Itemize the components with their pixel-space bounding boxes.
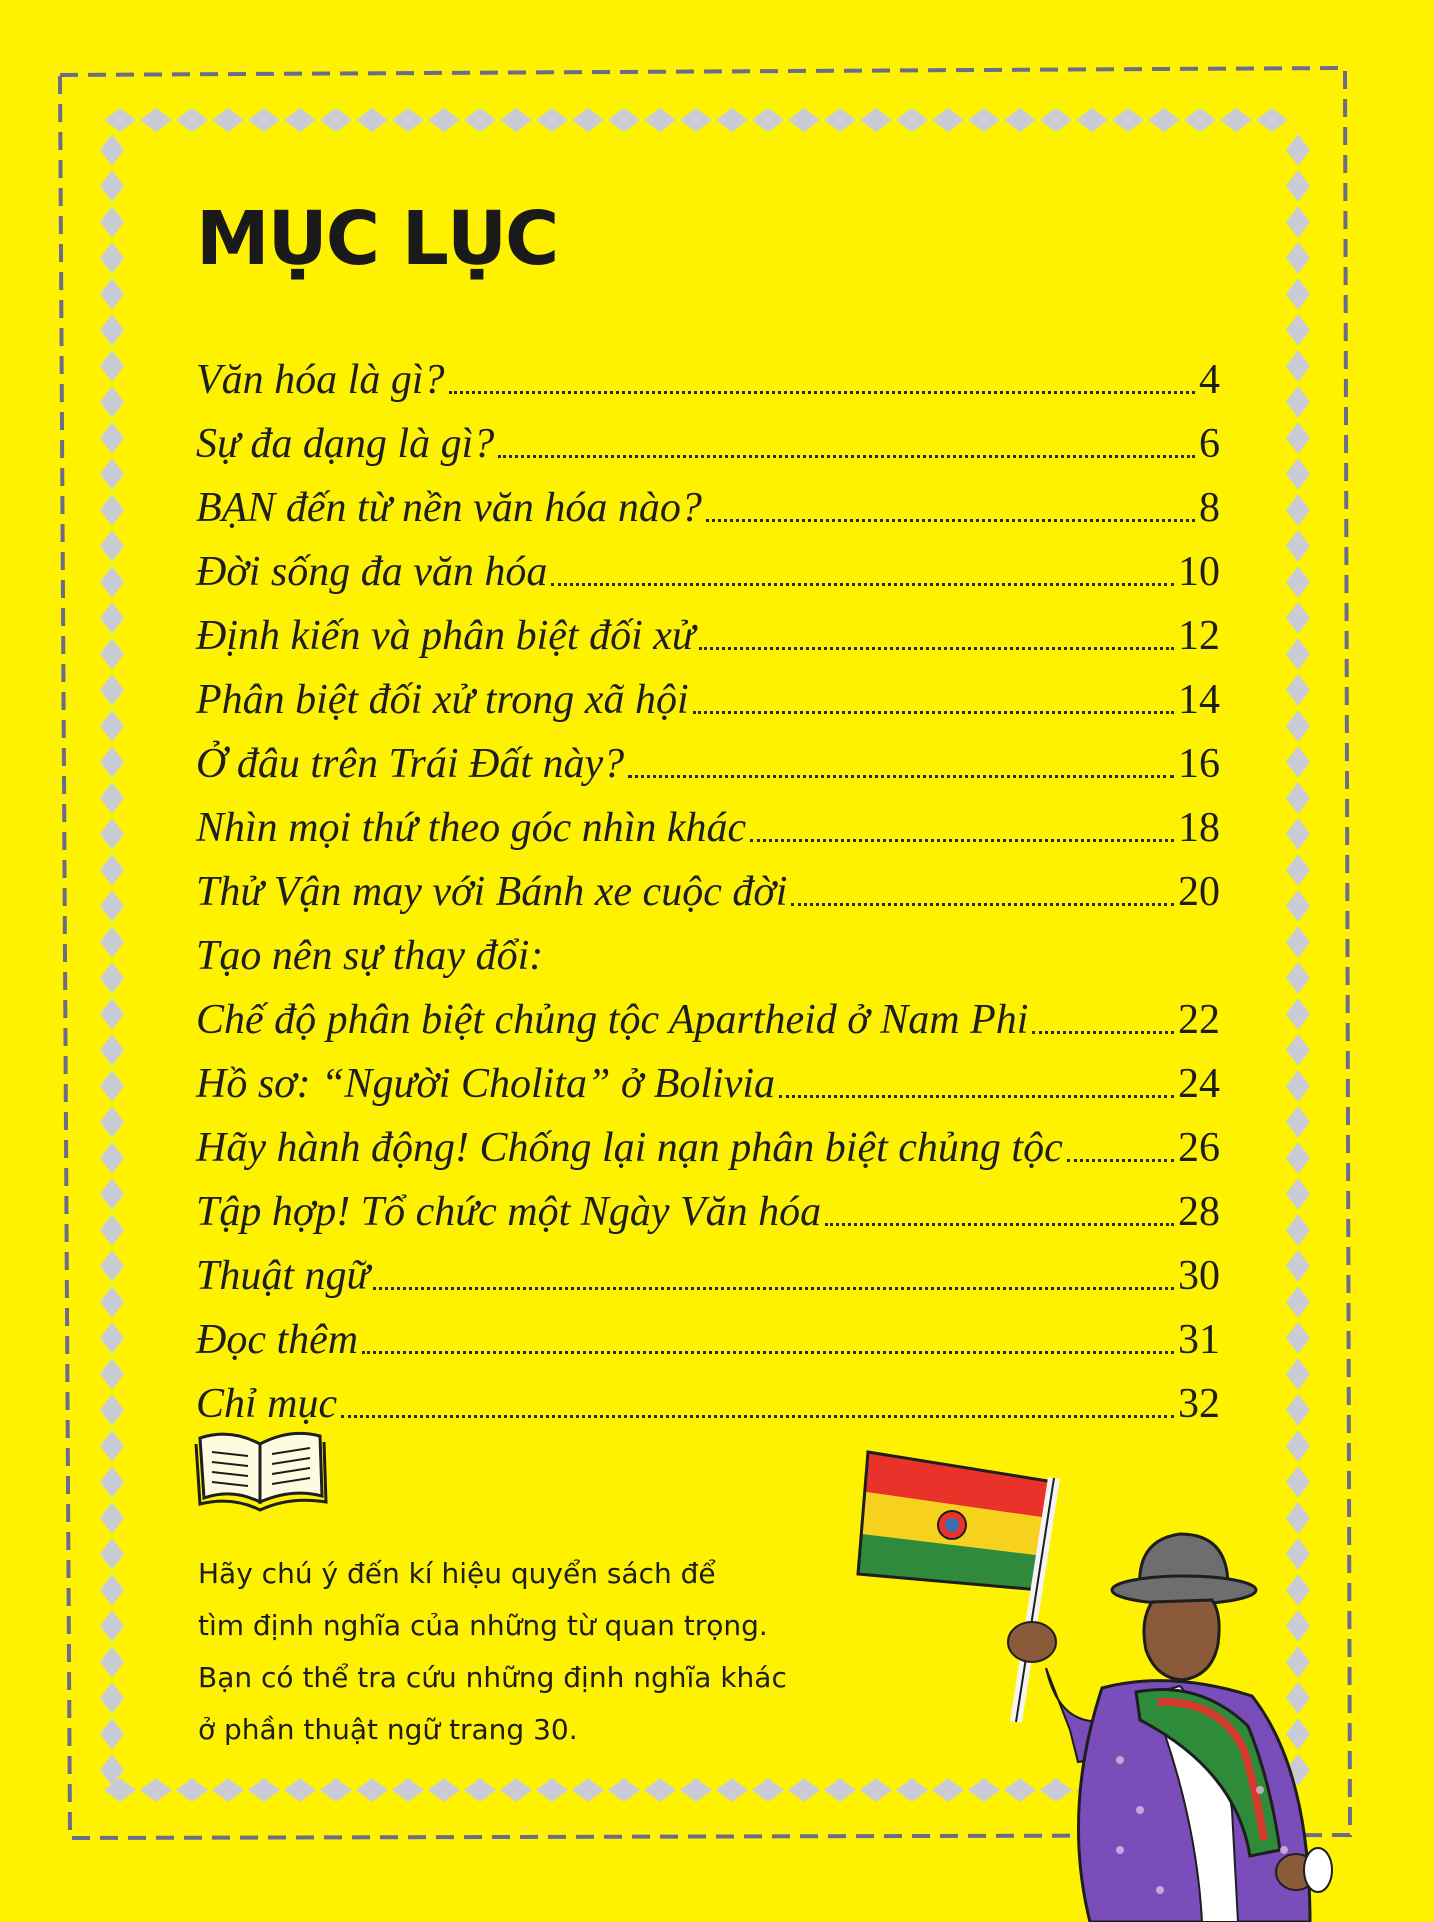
toc-entry-title: Đời sống đa văn hóa (196, 549, 548, 595)
cholita-with-flag-illustration (840, 1430, 1434, 1922)
toc-dot-leader (699, 647, 1174, 650)
toc-entry-title: Thuật ngữ (196, 1253, 370, 1299)
toc-entry (196, 788, 1220, 852)
toc-dot-leader (791, 903, 1174, 906)
note-line: Bạn có thể tra cứu những định nghĩa khác (198, 1661, 787, 1694)
toc-dot-leader (825, 1223, 1174, 1226)
toc-entry (196, 532, 1220, 596)
toc-entry-page-number: 4 (1199, 357, 1220, 403)
toc-entry-title: Tạo nên sự thay đổi: (196, 933, 544, 979)
toc-entry-page-number: 8 (1199, 485, 1220, 531)
toc-entry-title: Thử Vận may với Bánh xe cuộc đời (196, 869, 788, 915)
table-of-contents (196, 340, 1220, 1428)
toc-entry-page-number: 6 (1199, 421, 1220, 467)
toc-entry-title: Đọc thêm (196, 1317, 359, 1363)
toc-entry-page-number: 26 (1178, 1125, 1220, 1171)
toc-entry (196, 724, 1220, 788)
toc-entry (196, 916, 1220, 980)
toc-dot-leader (750, 839, 1174, 842)
toc-dot-leader (498, 455, 1195, 458)
toc-entry (196, 1108, 1220, 1172)
toc-dot-leader (341, 1415, 1174, 1418)
page-title: MỤC LỤC (196, 196, 558, 282)
book-icon (192, 1424, 332, 1514)
toc-entry (196, 468, 1220, 532)
toc-entry-page-number: 20 (1178, 869, 1220, 915)
toc-dot-leader (362, 1351, 1174, 1354)
toc-dot-leader (693, 711, 1174, 714)
toc-entry (196, 1172, 1220, 1236)
toc-dot-leader (1067, 1159, 1174, 1162)
toc-dot-leader (449, 391, 1196, 394)
toc-entry (196, 1044, 1220, 1108)
note-line: ở phần thuật ngữ trang 30. (198, 1713, 578, 1746)
toc-entry-title: Chỉ mục (196, 1381, 338, 1427)
toc-entry-title: Định kiến và phân biệt đối xử (196, 613, 695, 659)
toc-entry-page-number: 24 (1178, 1061, 1220, 1107)
toc-entry (196, 852, 1220, 916)
toc-entry-page-number: 30 (1178, 1253, 1220, 1299)
note-line: tìm định nghĩa của những từ quan trọng. (198, 1609, 768, 1642)
toc-entry-page-number: 14 (1178, 677, 1220, 723)
toc-entry-title: Nhìn mọi thứ theo góc nhìn khác (196, 805, 747, 851)
toc-entry (196, 340, 1220, 404)
toc-entry-title: Hãy hành động! Chống lại nạn phân biệt chủng tộc (196, 1125, 1063, 1171)
toc-dot-leader (779, 1095, 1174, 1098)
toc-entry (196, 660, 1220, 724)
toc-entry-title: Ở đâu trên Trái Đất này? (196, 741, 625, 787)
toc-entry-title: Văn hóa là gì? (196, 357, 445, 403)
bolivian-flag-icon (858, 1452, 1054, 1590)
toc-dot-leader (373, 1287, 1174, 1290)
toc-entry-title: Phân biệt đối xử trong xã hội (196, 677, 689, 723)
toc-entry-title: Tập hợp! Tổ chức một Ngày Văn hóa (196, 1189, 822, 1235)
toc-entry (196, 596, 1220, 660)
toc-entry-page-number: 28 (1178, 1189, 1220, 1235)
toc-entry-page-number: 10 (1178, 549, 1220, 595)
toc-dot-leader (551, 583, 1174, 586)
note-line: Hãy chú ý đến kí hiệu quyển sách để (198, 1557, 716, 1590)
toc-dot-leader (706, 519, 1195, 522)
toc-entry-page-number: 31 (1178, 1317, 1220, 1363)
toc-entry-title: Sự đa dạng là gì? (196, 421, 495, 467)
toc-entry (196, 1364, 1220, 1428)
toc-dot-leader (1032, 1031, 1174, 1034)
toc-dot-leader (628, 775, 1174, 778)
toc-entry-page-number: 16 (1178, 741, 1220, 787)
toc-entry-page-number: 22 (1178, 997, 1220, 1043)
toc-entry-page-number: 12 (1178, 613, 1220, 659)
toc-entry (196, 980, 1220, 1044)
book-symbol-note (198, 1548, 918, 1756)
toc-entry (196, 1300, 1220, 1364)
toc-entry (196, 404, 1220, 468)
toc-entry-title: BẠN đến từ nền văn hóa nào? (196, 485, 702, 531)
toc-entry-title: Chế độ phân biệt chủng tộc Apartheid ở Nam Phi (196, 997, 1029, 1043)
toc-entry (196, 1236, 1220, 1300)
toc-entry-page-number: 32 (1178, 1381, 1220, 1427)
toc-entry-page-number: 18 (1178, 805, 1220, 851)
toc-entry-title: Hồ sơ: “Người Cholita” ở Bolivia (196, 1061, 776, 1107)
